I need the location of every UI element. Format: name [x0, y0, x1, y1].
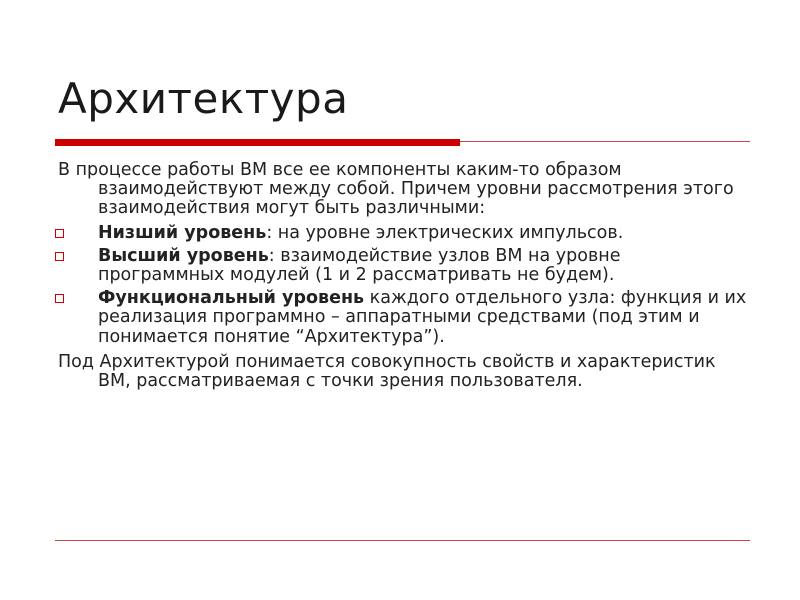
intro-paragraph: В процессе работы ВМ все ее компоненты каким-то образом взаимодействуют между собой. Причем уровни рассмотрения этого взаимодействия могут быть различными:	[58, 160, 734, 219]
slide-title: Архитектура	[58, 74, 349, 123]
title-underline-rule	[460, 141, 750, 142]
title-accent-bar	[55, 139, 460, 146]
hollow-square-bullet-icon	[55, 252, 64, 261]
bullet-item-low-level	[52, 224, 752, 243]
bullet-text: каждого отдельного узла: функция и их реализация программно – аппаратными средствами (под этим и понимается понятие “Архитектура”).	[98, 288, 747, 347]
conclusion-paragraph: Под Архитектурой понимается совокупность свойств и характеристик ВМ, рассматриваемая с точки зрения пользователя.	[58, 351, 716, 392]
bullet-text: : на уровне электрических импульсов.	[266, 222, 624, 243]
footer-rule	[55, 540, 750, 541]
bullet-text: : взаимодействие узлов ВМ на уровне программных модулей (1 и 2 рассматривать не будем).	[98, 245, 621, 286]
bullet-term: Высший уровень	[98, 245, 269, 266]
bullet-item-high-level	[52, 247, 752, 285]
bullet-term: Функциональный уровень	[98, 288, 365, 309]
bullet-term: Низший уровень	[98, 222, 267, 243]
hollow-square-bullet-icon	[55, 294, 64, 303]
slide-body	[52, 161, 752, 391]
bullet-item-functional-level	[52, 289, 752, 347]
hollow-square-bullet-icon	[55, 229, 64, 238]
